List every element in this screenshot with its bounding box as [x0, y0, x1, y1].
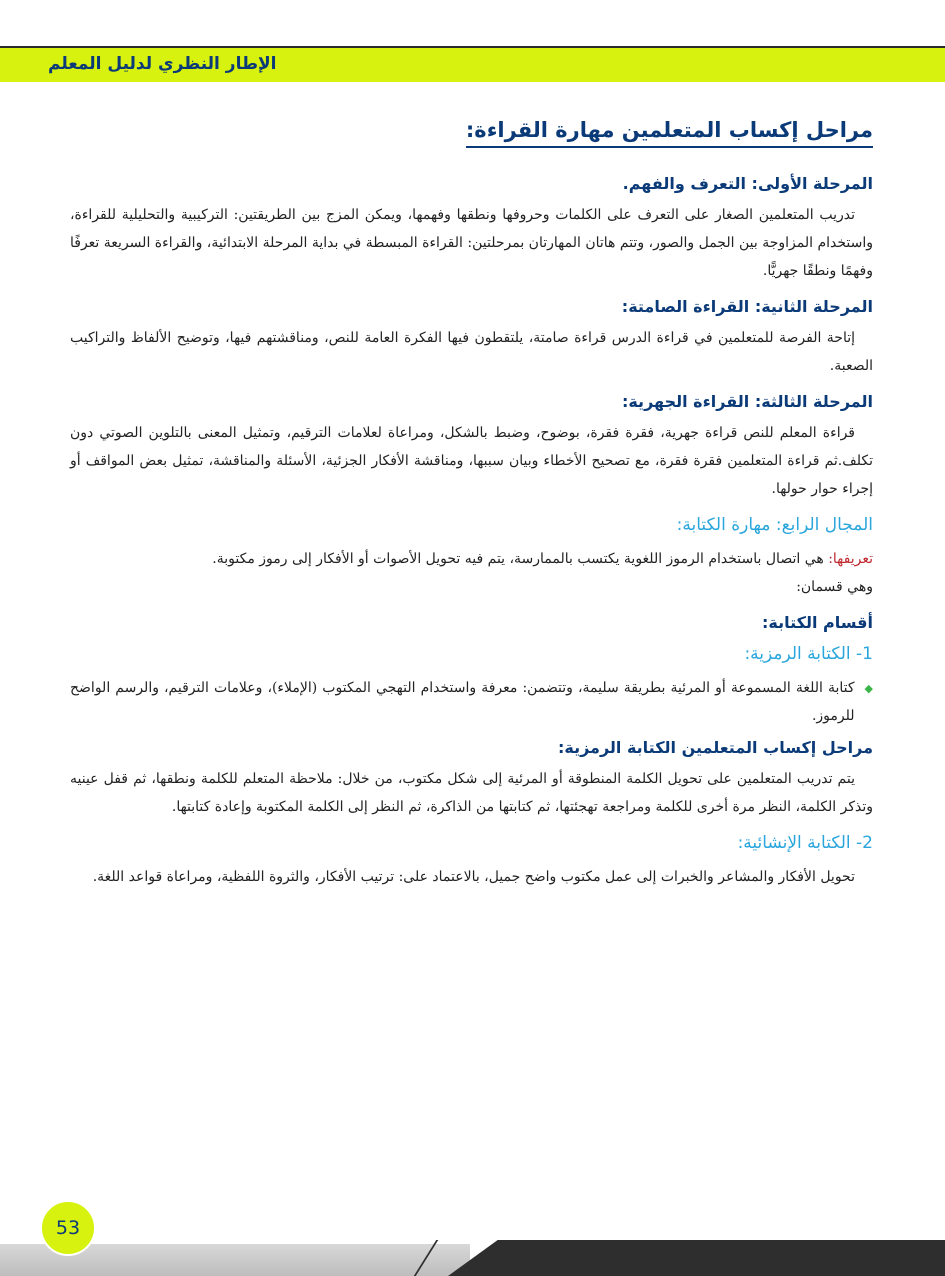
symbolic-bullet-text: كتابة اللغة المسموعة أو المرئية بطريقة سليمة، وتتضمن: معرفة واستخدام التهجي المكتوب (الإملاء)، وعلامات الترقيم، والرسم الواضح للرموز. — [70, 680, 855, 724]
header-title: الإطار النظري لدليل المعلم — [48, 54, 277, 74]
main-title: مراحل إكساب المتعلمين مهارة القراءة: — [466, 118, 873, 148]
definition-paragraph — [70, 545, 873, 573]
footer-dark-band — [448, 1240, 945, 1276]
stage3-heading: المرحلة الثالثة: القراءة الجهرية: — [621, 392, 873, 411]
bullet-icon: ◆ — [864, 682, 873, 695]
stage1-heading: المرحلة الأولى: التعرف والفهم. — [622, 174, 873, 193]
writing-parts-heading: أقسام الكتابة: — [762, 613, 873, 632]
page-content — [70, 118, 873, 903]
stage3-text: قراءة المعلم للنص قراءة جهرية، فقرة فقرة، بوضوح، وضبط بالشكل، ومراعاة لعلامات الترقيم، وتمثيل المعنى بالتلوين الصوتي دون تكلف.ثم قراءة المتعلمين فقرة فقرة، مع تصحيح الأخطاء وبيان سببها، ومناقشة الأفكار الجزئية، الأسئلة والمناقشة، تمثيل بعض المواقف أو إجراء حوار حولها. — [70, 425, 873, 497]
definition-label: تعريفها: — [828, 551, 873, 567]
page-number: 53 — [40, 1200, 96, 1256]
creative-heading: 2- الكتابة الإنشائية: — [737, 833, 873, 853]
creative-text: تحويل الأفكار والمشاعر والخبرات إلى عمل مكتوب واضح جميل، بالاعتماد على: ترتيب الأفكار، والثروة اللفظية، ومراعاة قواعد اللغة. — [92, 869, 855, 885]
symbolic-bullet — [70, 674, 873, 730]
header-bar — [0, 46, 945, 82]
stage1-text: تدريب المتعلمين الصغار على التعرف على الكلمات وحروفها ونطقها وفهمها، ويمكن المزج بين الطريقتين: التركيبية والتحليلية للقراءة، واستخدام المزاوجة بين الجمل والصور، وتتم هاتان المهارتان بمرحلتين: القراءة المبسطة في بداية المرحلة الابتدائية، والقراءة السريعة تعرفًا وفهمًا ونطقًا جهريًّا. — [70, 207, 873, 279]
symbolic-stages-heading: مراحل إكساب المتعلمين الكتابة الرمزية: — [557, 738, 873, 757]
definition-text: هي اتصال باستخدام الرموز اللغوية يكتسب بالممارسة، يتم فيه تحويل الأصوات أو الأفكار إلى رموز مكتوبة. — [212, 551, 829, 567]
symbolic-heading: 1- الكتابة الرمزية: — [744, 644, 873, 664]
domain4-heading: المجال الرابع: مهارة الكتابة: — [676, 515, 873, 535]
stage2-heading: المرحلة الثانية: القراءة الصامتة: — [621, 297, 873, 316]
symbolic-stages-text: يتم تدريب المتعلمين على تحويل الكلمة المنطوقة أو المرئية إلى شكل مكتوب، من خلال: ملاحظة المتعلم للكلمة ونطقها، ثم قفل عينيه وتذكر الكلمة، النظر مرة أخرى للكلمة ومراجعة تهجئتها، ثم كتابتها من الذاكرة، ثم النظر إلى الكلمة المكتوبة وإعادة كتابتها. — [70, 771, 873, 815]
stage2-text: إتاحة الفرصة للمتعلمين في قراءة الدرس قراءة صامتة، يلتقطون فيها الفكرة العامة للنص، ومناقشتهم فيها، وتوضيح الألفاظ والتراكيب الصعبة. — [70, 330, 873, 374]
parts-text: وهي قسمان: — [796, 579, 873, 595]
